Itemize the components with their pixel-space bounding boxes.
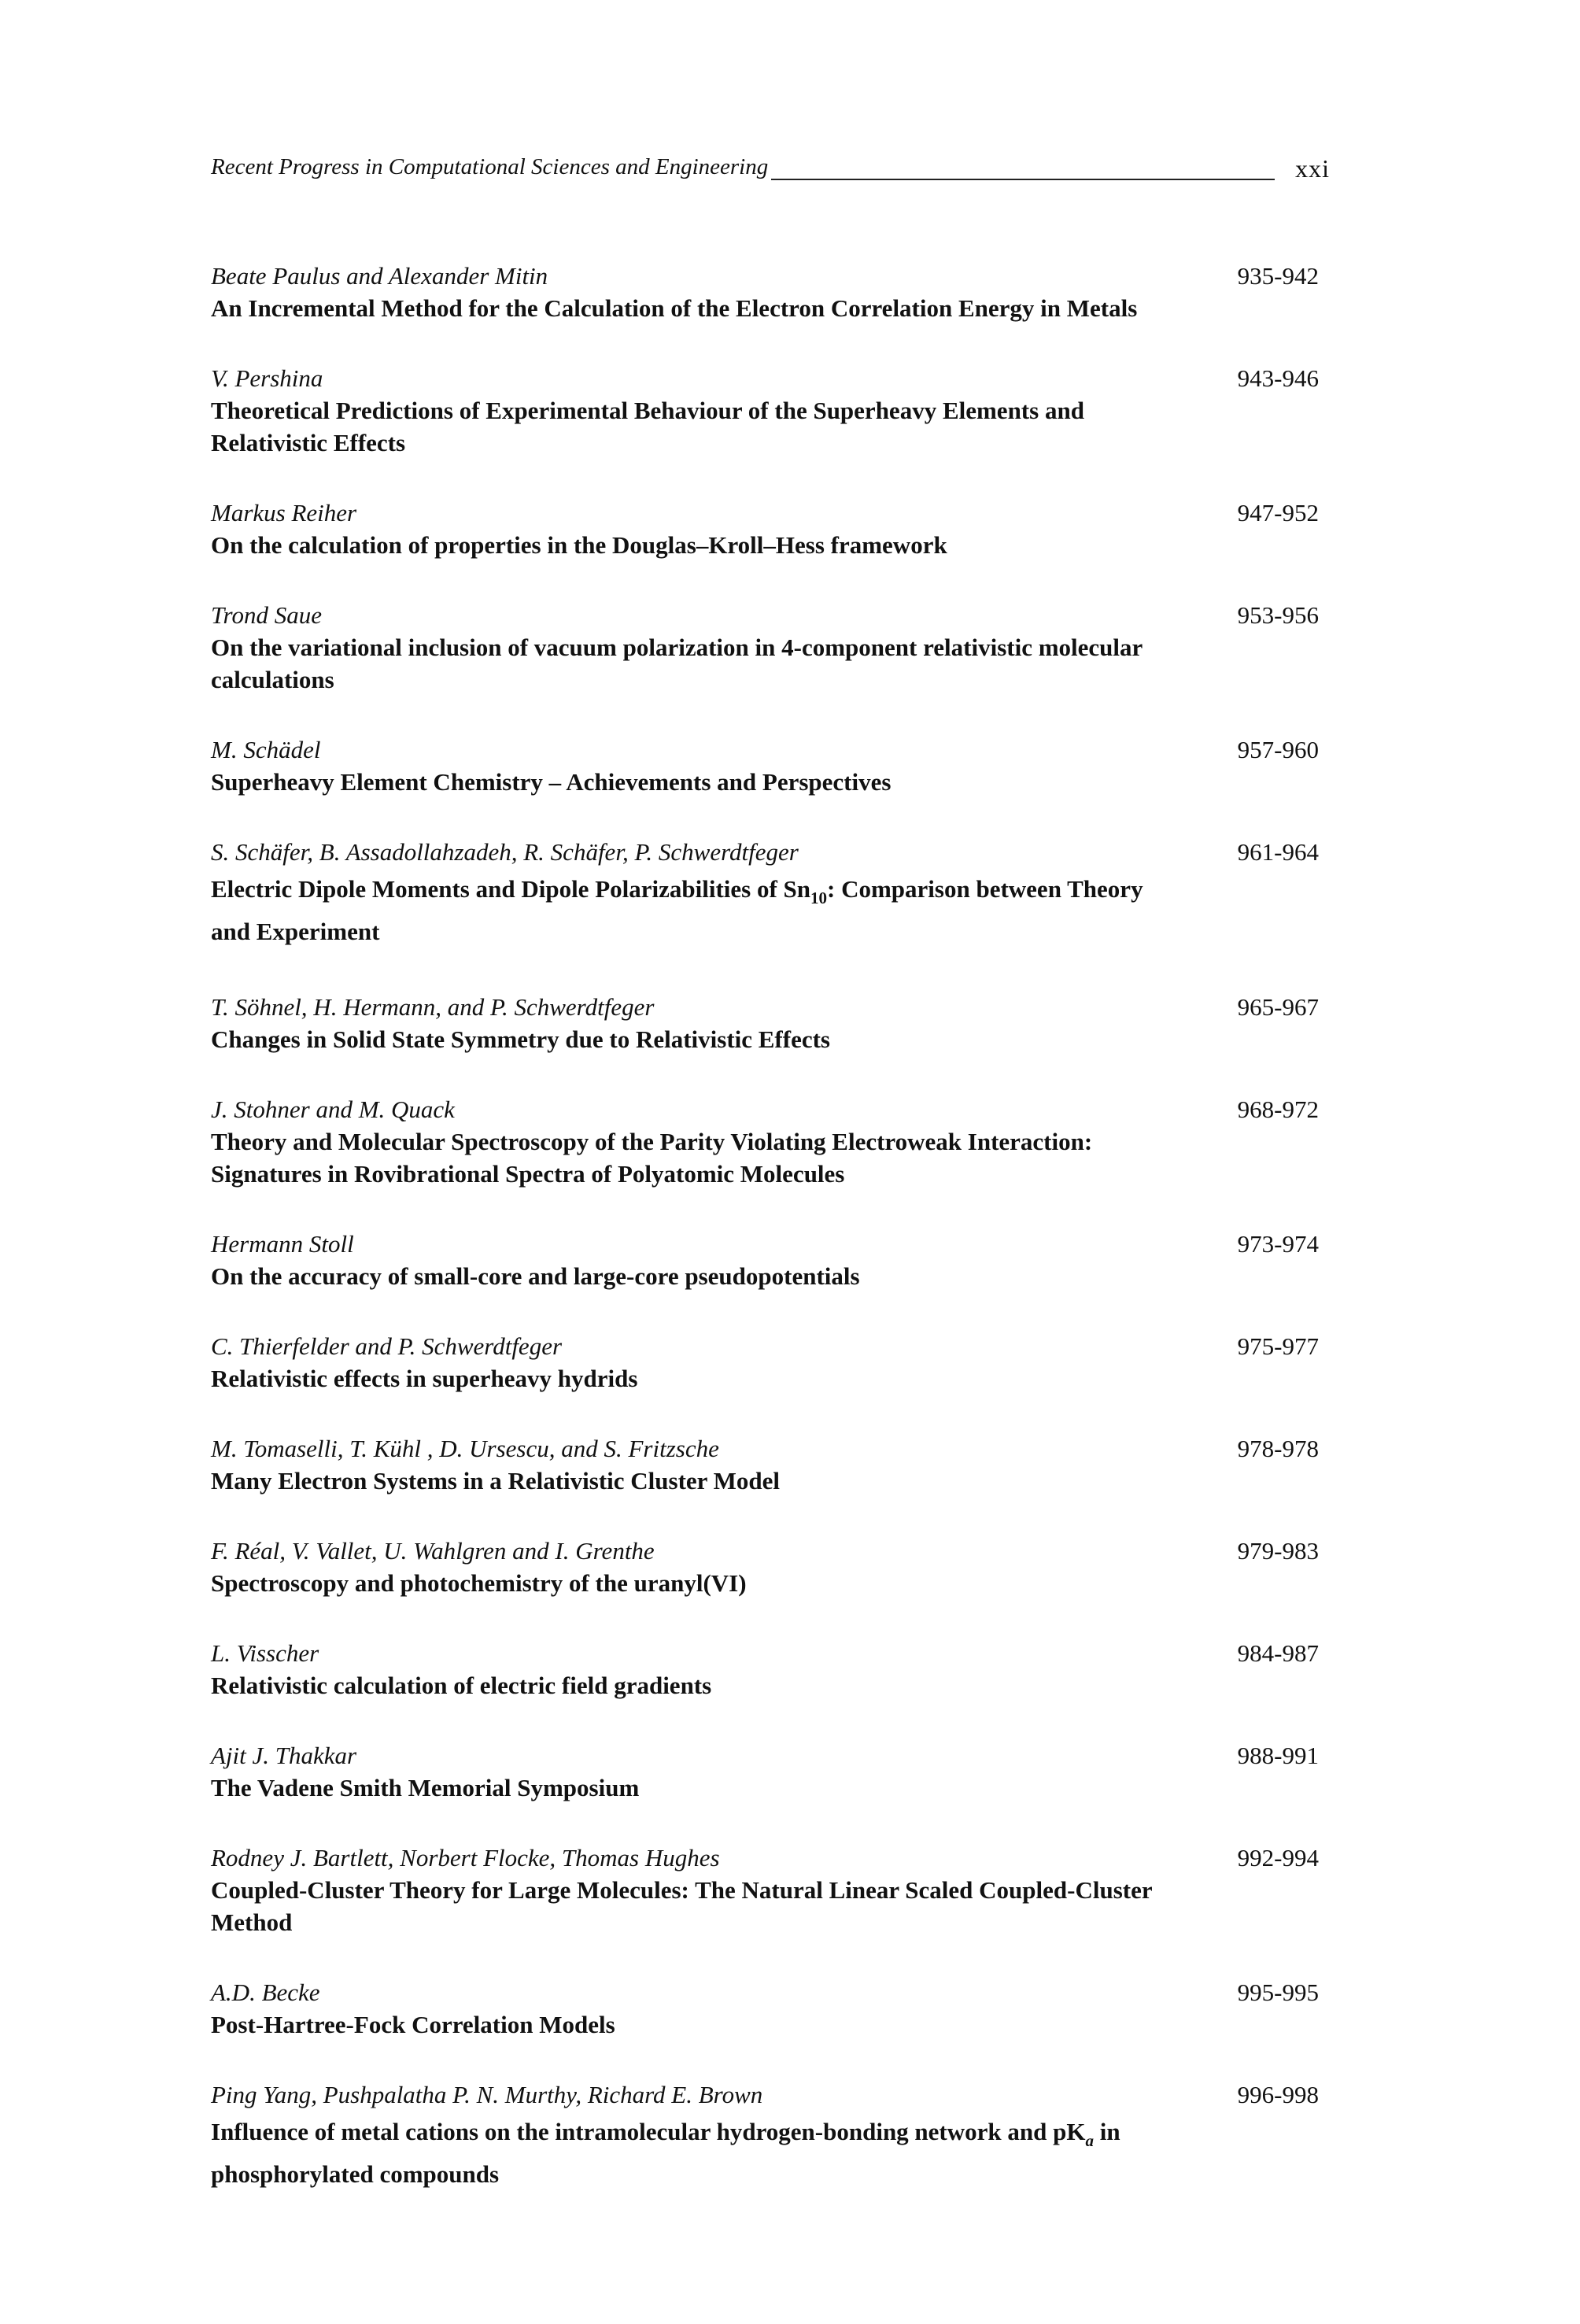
entry-title: Relativistic effects in superheavy hydrids [211,1365,638,1392]
entry-pages: 947-952 [1237,499,1319,527]
title-text-part: : Comparison between Theory and Experiment [211,875,1143,945]
entry-pages: 996-998 [1237,2081,1319,2108]
toc-entry [211,599,1330,696]
toc-entry [211,733,1330,798]
title-text-part: in phosphorylated compounds [211,2118,1120,2188]
entry-title: On the variational inclusion of vacuum polarization in 4-component relativistic molecular calculations [211,634,1143,693]
entry-title: An Incremental Method for the Calculation of the Electron Correlation Energy in Metals [211,294,1138,322]
entry-title: Coupled-Cluster Theory for Large Molecules: The Natural Linear Scaled Coupled-Cluster Method [211,1876,1153,1936]
entry-title [211,2111,1187,2196]
entry-authors: Ping Yang, Pushpalatha P. N. Murthy, Richard E. Brown [211,2081,763,2108]
entry-authors: Rodney J. Bartlett, Norbert Flocke, Thomas Hughes [211,1844,720,1871]
entry-pages: 979-983 [1237,1537,1319,1565]
entry-authors: J. Stohner and M. Quack [211,1095,455,1123]
entry-authors: Markus Reiher [211,499,357,527]
entry-title: Theory and Molecular Spectroscopy of the Parity Violating Electroweak Interaction: Signatures in Rovibrational Spectra of Polyatomic Molecules [211,1128,1093,1188]
title-text-part: Influence of metal cations on the intramolecular hydrogen-bonding network and pK [211,2118,1086,2145]
toc-entry [211,836,1330,953]
toc-entry [211,260,1330,324]
entry-title: Post-Hartree-Fock Correlation Models [211,2011,615,2038]
entry-authors: Ajit J. Thakkar [211,1742,357,1769]
toc-entry [211,1739,1330,1804]
entry-pages: 978-978 [1237,1435,1319,1462]
entry-pages: 988-991 [1237,1742,1319,1769]
entry-authors: F. Réal, V. Vallet, U. Wahlgren and I. Grenthe [211,1537,655,1565]
entry-title: On the calculation of properties in the Douglas–Kroll–Hess framework [211,531,947,559]
table-of-contents [211,260,1330,2233]
entry-pages: 957-960 [1237,736,1319,763]
entry-title: On the accuracy of small-core and large-core pseudopotentials [211,1262,860,1290]
entry-title [211,868,1187,953]
entry-pages: 984-987 [1237,1639,1319,1667]
toc-entry [211,991,1330,1055]
entry-pages: 973-974 [1237,1230,1319,1258]
entry-authors: Beate Paulus and Alexander Mitin [211,262,548,290]
toc-entry [211,1842,1330,1938]
entry-authors: V. Pershina [211,364,323,392]
toc-entry [211,1535,1330,1599]
toc-entry [211,1976,1330,2041]
toc-entry [211,1432,1330,1497]
entry-authors: M. Tomaselli, T. Kühl , D. Ursescu, and S. Fritzsche [211,1435,719,1462]
toc-entry [211,1093,1330,1190]
toc-entry [211,1228,1330,1292]
entry-title: Spectroscopy and photochemistry of the uranyl(VI) [211,1569,747,1597]
entry-title: Changes in Solid State Symmetry due to Relativistic Effects [211,1025,830,1053]
entry-authors: M. Schädel [211,736,321,763]
entry-authors: A.D. Becke [211,1979,320,2006]
title-text-part: Electric Dipole Moments and Dipole Polarizabilities of Sn [211,875,811,903]
entry-title: Theoretical Predictions of Experimental Behaviour of the Superheavy Elements and Relativistic Effects [211,397,1084,456]
entry-title: Many Electron Systems in a Relativistic Cluster Model [211,1467,780,1495]
entry-pages: 995-995 [1237,1979,1319,2006]
entry-pages: 935-942 [1237,262,1319,290]
entry-pages: 992-994 [1237,1844,1319,1871]
title-subscript: a [1085,2131,1094,2150]
running-head [211,154,1330,186]
entry-pages: 961-964 [1237,838,1319,866]
entry-authors: C. Thierfelder and P. Schwerdtfeger [211,1332,563,1360]
entry-pages: 943-946 [1237,364,1319,392]
entry-title: Relativistic calculation of electric field gradients [211,1672,712,1699]
entry-authors: Trond Saue [211,601,322,629]
entry-authors: S. Schäfer, B. Assadollahzadeh, R. Schäfer, P. Schwerdtfeger [211,838,799,866]
entry-title: Superheavy Element Chemistry – Achievements and Perspectives [211,768,892,796]
toc-entry [211,1637,1330,1701]
toc-entry [211,497,1330,561]
toc-entry [211,362,1330,459]
entry-authors: L. Visscher [211,1639,319,1667]
toc-entry [211,2078,1330,2196]
entry-pages: 953-956 [1237,601,1319,629]
running-title: Recent Progress in Computational Sciences and Engineering [211,154,771,180]
entry-title: The Vadene Smith Memorial Symposium [211,1774,640,1801]
title-subscript: 10 [810,889,828,907]
entry-authors: T. Söhnel, H. Hermann, and P. Schwerdtfeger [211,993,655,1021]
entry-authors: Hermann Stoll [211,1230,354,1258]
page-number: xxi [1295,154,1330,183]
entry-pages: 965-967 [1237,993,1319,1021]
toc-entry [211,1330,1330,1395]
entry-pages: 968-972 [1237,1095,1319,1123]
entry-pages: 975-977 [1237,1332,1319,1360]
